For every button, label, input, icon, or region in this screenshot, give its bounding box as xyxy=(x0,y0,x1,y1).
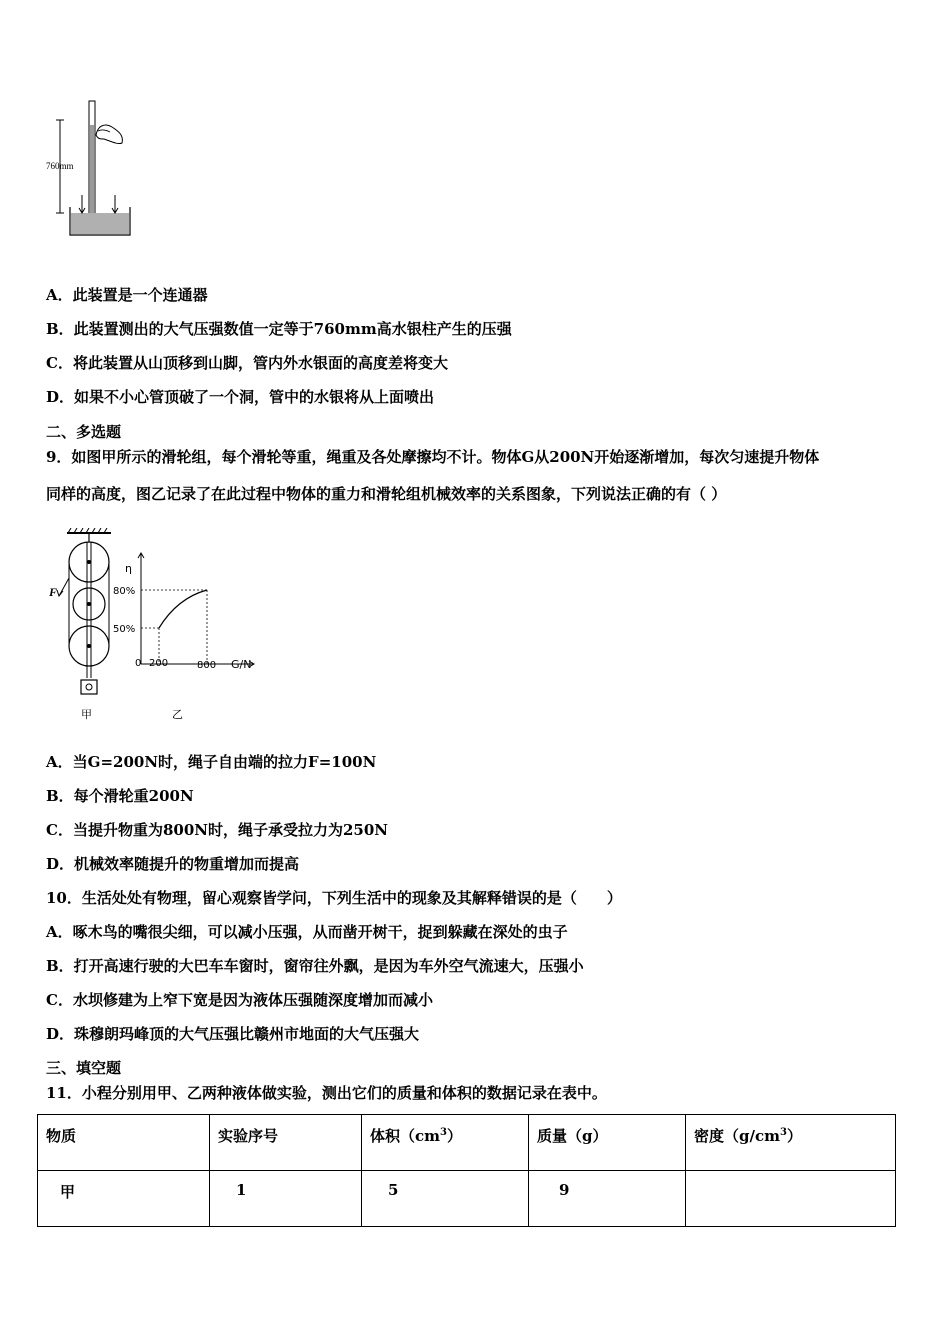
efficiency-curve xyxy=(159,590,207,628)
section-heading-multi-choice: 二、多选题 xyxy=(46,423,122,441)
x-tick-800: 800 xyxy=(197,660,217,671)
section-heading-fill-blank: 三、填空题 xyxy=(46,1059,122,1077)
pulley-and-efficiency-figure xyxy=(45,528,275,728)
q9-stem-line2: 同样的高度，图乙记录了在此过程中物体的重力和滑轮组机械效率的关系图象，下列说法正确的有（ ） xyxy=(46,485,727,503)
q10-stem: 10．生活处处有物理，留心观察皆学问，下列生活中的现象及其解释错误的是（ ） xyxy=(46,889,622,907)
q10-option-b: B．打开高速行驶的大巴车车窗时，窗帘往外飘，是因为车外空气流速大，压强小 xyxy=(46,957,584,975)
q8-option-d: D．如果不小心管顶破了一个洞，管中的水银将从上面喷出 xyxy=(46,388,435,406)
header-trial-number: 实验序号 xyxy=(210,1115,362,1171)
q10-option-d: D．珠穆朗玛峰顶的大气压强比赣州市地面的大气压强大 xyxy=(46,1025,420,1043)
label-yi: 乙 xyxy=(172,708,183,721)
table-row xyxy=(38,1171,896,1227)
y-tick-80: 80% xyxy=(113,586,136,597)
cell-substance: 甲 xyxy=(38,1171,210,1227)
label-jia: 甲 xyxy=(81,708,92,721)
q9-option-c: C．当提升物重为800N时，绳子承受拉力为250N xyxy=(46,821,388,839)
q9-option-d: D．机械效率随提升的物重增加而提高 xyxy=(46,855,300,873)
table-header-row xyxy=(38,1115,896,1171)
y-tick-50: 50% xyxy=(113,624,136,635)
q9-stem-line1: 9．如图甲所示的滑轮组，每个滑轮等重，绳重及各处摩擦均不计。物体G从200N开始逐渐增加，每次匀速提升物体 xyxy=(46,448,820,466)
pulley-diagram xyxy=(48,528,111,721)
cell-trial-number: 1 xyxy=(210,1171,362,1227)
height-label: 760mm xyxy=(46,161,74,171)
force-label: F xyxy=(49,585,58,599)
x-tick-200: 200 xyxy=(149,658,169,669)
y-axis-label: η xyxy=(125,562,132,575)
q8-option-c: C．将此装置从山顶移到山脚，管内外水银面的高度差将变大 xyxy=(46,354,448,372)
cell-volume: 5 xyxy=(362,1171,529,1227)
q11-stem: 11．小程分别用甲、乙两种液体做实验，测出它们的质量和体积的数据记录在表中。 xyxy=(46,1084,607,1102)
x-tick-0: 0 xyxy=(135,658,142,669)
q8-option-a: A．此装置是一个连通器 xyxy=(46,286,208,304)
cell-mass: 9 xyxy=(529,1171,686,1227)
barometer-figure xyxy=(40,95,140,245)
q9-option-a: A．当G=200N时，绳子自由端的拉力F=100N xyxy=(46,753,377,771)
q10-option-c: C．水坝修建为上窄下宽是因为液体压强随深度增加而减小 xyxy=(46,991,433,1009)
header-substance: 物质 xyxy=(38,1115,210,1171)
q8-option-b: B．此装置测出的大气压强数值一定等于760mm高水银柱产生的压强 xyxy=(46,320,512,338)
q10-option-a: A．啄木鸟的嘴很尖细，可以减小压强，从而凿开树干，捉到躲藏在深处的虫子 xyxy=(46,923,568,941)
header-density: 密度$(g/cm^3)$ xyxy=(686,1115,896,1171)
efficiency-graph xyxy=(113,553,254,721)
q9-option-b: B．每个滑轮重200N xyxy=(46,787,194,805)
data-table xyxy=(37,1114,896,1227)
x-axis-label: G/N xyxy=(231,658,252,671)
header-mass: 质量（g） xyxy=(529,1115,686,1171)
cell-density xyxy=(686,1171,896,1227)
header-volume: 体积$(cm^3)$ xyxy=(362,1115,529,1171)
